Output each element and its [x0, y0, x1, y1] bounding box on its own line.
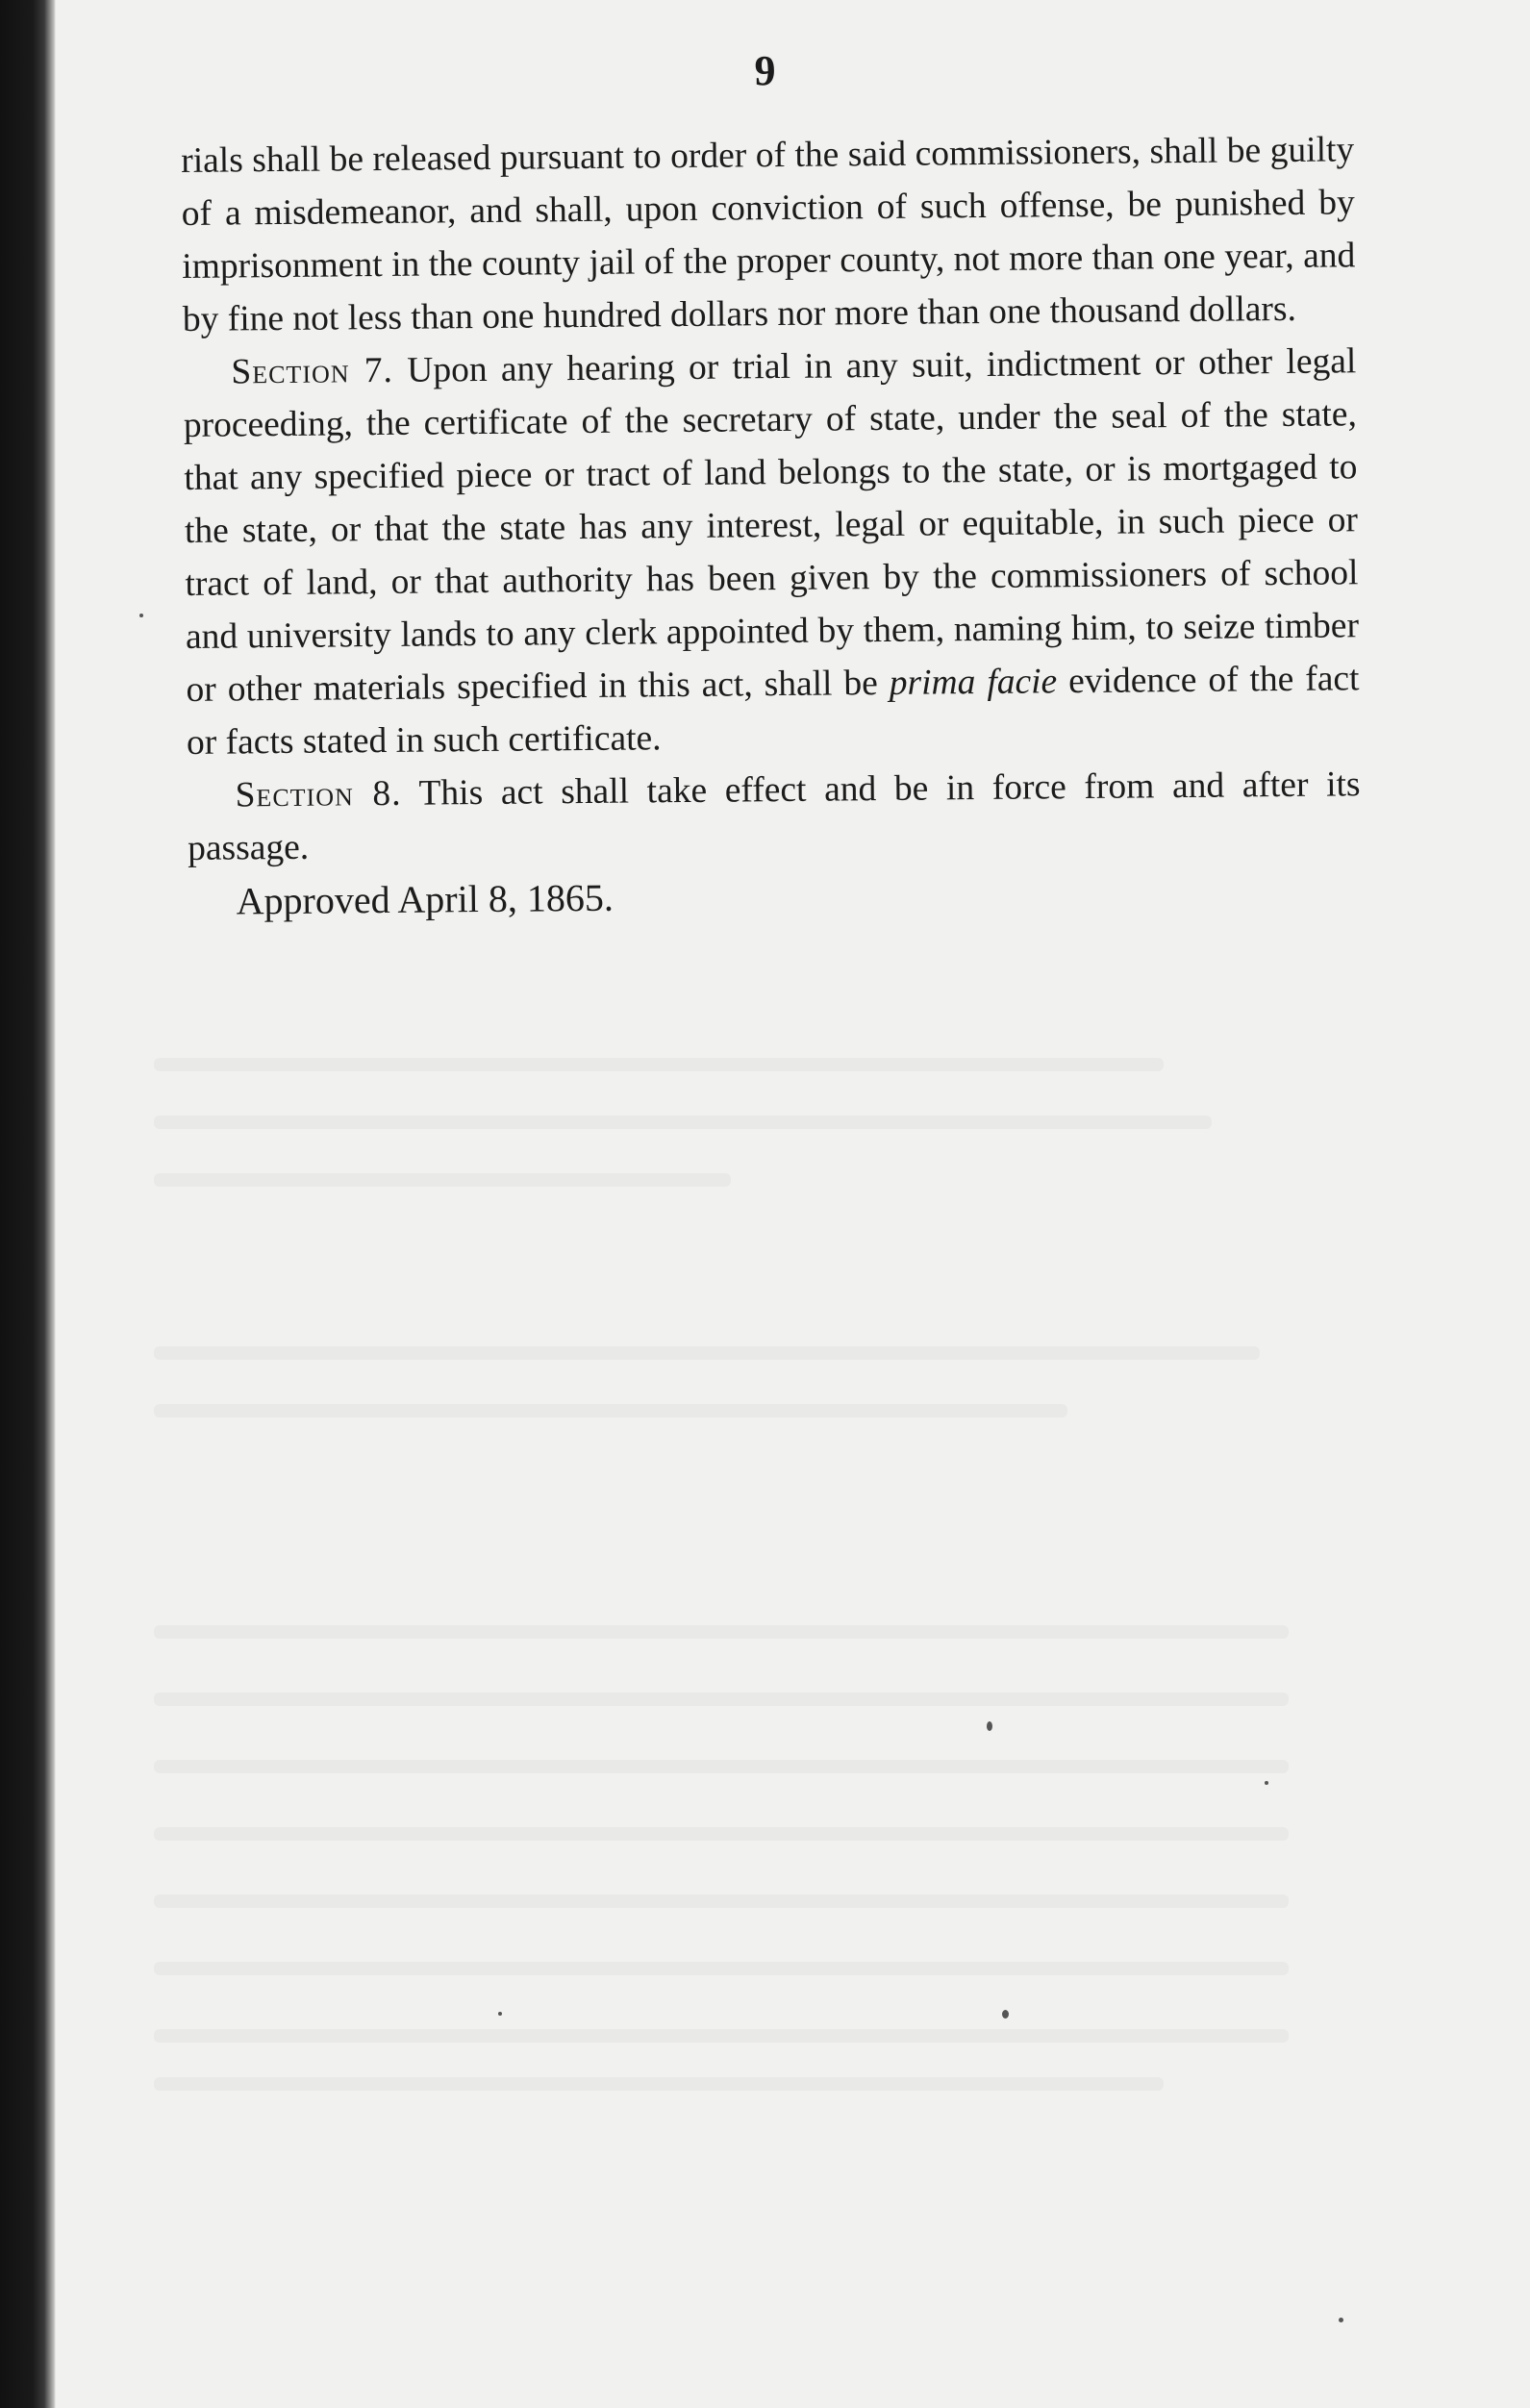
- binding-shadow: [0, 0, 56, 2408]
- speck: [1002, 2010, 1009, 2019]
- bleed-through-line: [154, 1894, 1289, 1908]
- bleed-through-line: [154, 1962, 1289, 1975]
- section-7-text: Upon any hearing or trial in any suit, indictment or other legal proceeding, the certificate of the secretary of state, under the seal of the state, that any specified piece or tract of land belongs to the state, or is mortgaged to the state, or that the state has any interest, legal or equitable, in such piece or tract of land, or that authority has been given by the commissioners of school and university lands to any clerk appointed by them, naming him, to seize timber or other materials specified in this act, shall be: [183, 341, 1360, 710]
- bleed-through-line: [154, 1625, 1289, 1639]
- approval-date: Approved April 8, 1865.: [236, 875, 615, 923]
- bleed-through-line: [154, 1760, 1289, 1773]
- bleed-through-line: [154, 1116, 1212, 1129]
- page-number: 9: [754, 47, 776, 94]
- section-8-text: This act shall take effect and be in force from and after its passage.: [187, 765, 1361, 868]
- paragraph-continuation: rials shall be released pursuant to order of the said commissioners, shall be guilty of a misdemeanor, and shall, upon conviction of such offense, be punished by imprisonment in the county jail of the proper county, not more than one year, and by fine not less than one hundred dollars nor more than one thousand dollars.: [181, 130, 1356, 339]
- paragraph-section-8: [187, 758, 1361, 875]
- section-7-text-end: evidence of the fact or facts stated in such certificate.: [186, 659, 1360, 763]
- section-7-italic: prima facie: [889, 662, 1058, 703]
- bleed-through-line: [154, 1173, 731, 1187]
- bleed-through-line: [154, 1058, 1164, 1071]
- speck: [987, 1721, 992, 1731]
- speck: [1265, 1781, 1268, 1785]
- speck: [498, 2012, 502, 2016]
- bleed-through-line: [154, 1693, 1289, 1706]
- paragraph-section-7: [183, 335, 1360, 769]
- section-7-label: Section 7.: [231, 350, 394, 392]
- speck: [139, 614, 143, 617]
- body-text: [181, 123, 1362, 928]
- bleed-through-line: [154, 2029, 1289, 2043]
- section-8-label: Section 8.: [235, 773, 402, 815]
- bleed-through-line: [154, 2077, 1164, 2091]
- bleed-through-line: [154, 1404, 1067, 1417]
- bleed-through-line: [154, 1827, 1289, 1841]
- speck: [1339, 2318, 1343, 2322]
- bleed-through-line: [154, 1346, 1260, 1360]
